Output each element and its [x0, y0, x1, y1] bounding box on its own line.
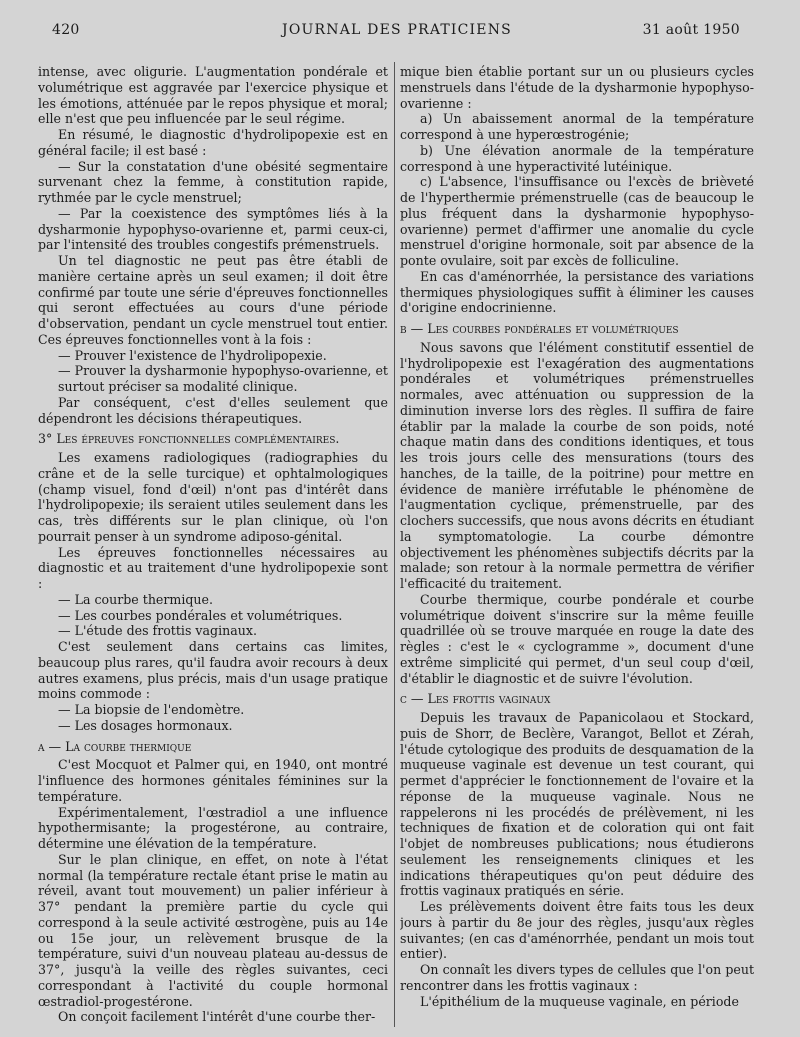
- paragraph: b) Une élévation anormale de la température correspond à une hyperactivité lutéinique.: [400, 142, 754, 174]
- paragraph: On connaît les divers types de cellules que l'on peut rencontrer dans les frottis vaginaux :: [400, 962, 754, 993]
- paragraph: — Par la coexistence des symptômes liés à la dysharmonie hypophyso-ovarienne et, parmi ceux-ci, par l'intensité des troubles congestifs prémenstruels.: [38, 205, 388, 253]
- left-column: [38, 64, 388, 1024]
- paragraph: — Sur la constatation d'une obésité segmentaire survenant chez la femme, à constitution rapide, rythmée par le cycle menstruel;: [38, 158, 388, 205]
- list-item: — La biopsie de l'endomètre.: [58, 702, 245, 717]
- list-item: — Prouver l'existence de l'hydrolipopexie.: [58, 347, 327, 363]
- journal-title: JOURNAL DES PRATICIENS: [282, 22, 512, 38]
- paragraph: Depuis les travaux de Papanicolaou et Stockard, puis de Shorr, de Beclère, Varangot, Bellot et Zérah, l'étude cytologique des produits de desquamation de la muqueuse vaginale est devenue un test courant, qui permet d'apprécier le fonctionnement de l'ovaire et la réponse de la muqueuse vaginale. Nous ne rappelerons ni les procédés de prélèvement, ni les techniques de fixation et de coloration qui ont fait l'objet de nombreuses publications; nous étudierons seulement les renseignements cliniques et les indications thérapeutiques qu'on peut déduire des frottis vaginaux pratiqués en série.: [400, 710, 754, 899]
- column-divider: [394, 62, 395, 1027]
- paragraph: Les épreuves fonctionnelles nécessaires au diagnostic et au traitement d'une hydrolipopexie sont :: [38, 544, 388, 591]
- paragraph: a) Un abaissement anormal de la température correspond à une hyperœstrogénie;: [400, 111, 754, 142]
- paragraph: Courbe thermique, courbe pondérale et courbe volumétrique doivent s'inscrire sur la même feuille quadrillée où se trouve marquée en rouge la date des règles : c'est le « cyclogramme », document d'une extrême simplicité qui permet, d'un seul coup d'œil, d'établir le diagnostic et de suivre l'évolution.: [400, 591, 754, 686]
- right-column: [400, 64, 754, 1024]
- paragraph: On conçoit facilement l'intérêt d'une courbe ther-: [58, 1009, 376, 1024]
- paragraph: Un tel diagnostic ne peut pas être établi de manière certaine après un seul examen; il doit être confirmé par toute une série d'épreuves fonctionnelles qui seront effectuées au cours d'une période d'observation, pendant un cycle menstruel tout entier. Ces épreuves fonctionnelles vont à la fois :: [38, 253, 388, 347]
- paragraph: Nous savons que l'élément constitutif essentiel de l'hydrolipopexie est l'exagération des augmentations pondérales et volumétriques prémenstruelles normales, avec atténuation ou suppression de la diminution inverse lors des règles. Il suffira de faire établir par la malade la courbe de son poids, noté chaque matin dans des conditions identiques, et tous les trois jours celle des mensurations (tours des hanches, de la taille, de la poitrine) pour mettre en évidence de manière irréfutable le phénomène de l'augmentation cyclique, prémenstruelle, par des clochers successifs, que nous avons décrits en étudiant la symptomatologie. La courbe démontre objectivement les phénomènes subjectifs décrits par la malade; son retour à la normale permettra de vérifier l'efficacité du traitement.: [400, 339, 754, 591]
- page-header: [38, 22, 756, 44]
- list-item: — Prouver la dysharmonie hypophyso-ovarienne, et surtout préciser sa modalité clinique.: [58, 363, 388, 394]
- issue-date: 31 août 1950: [642, 22, 740, 38]
- section-heading: c — Les frottis vaginaux: [400, 691, 551, 707]
- section-heading: b — Les courbes pondérales et volumétriques: [400, 321, 679, 336]
- paragraph: Par conséquent, c'est d'elles seulement que dépendront les décisions thérapeutiques.: [38, 394, 388, 426]
- paragraph-continuation: mique bien établie portant sur un ou plusieurs cycles menstruels dans l'étude de la dysharmonie hypophyso-ovarienne :: [400, 64, 754, 111]
- paragraph: Les prélèvements doivent être faits tous les deux jours à partir du 8e jour des règles, jusqu'aux règles suivantes; (en cas d'aménorrhée, pendant un mois tout entier).: [400, 899, 754, 962]
- paragraph: En cas d'aménorrhée, la persistance des variations thermiques physiologiques suffit à éliminer les causes d'origine endocrinienne.: [400, 268, 754, 316]
- paragraph: L'épithélium de la muqueuse vaginale, en période: [420, 993, 739, 1009]
- list-item: — La courbe thermique.: [58, 591, 213, 607]
- page-number: 420: [52, 22, 80, 38]
- list-item: — L'étude des frottis vaginaux.: [58, 623, 257, 639]
- paragraph-continuation: intense, avec oligurie. L'augmentation pondérale et volumétrique est aggravée par l'exercice physique et les émotions, atténuée par le repos physique et moral; elle n'est que peu influencée par le seul régime.: [38, 64, 388, 127]
- paragraph: C'est seulement dans certains cas limites, beaucoup plus rares, qu'il faudra avoir recours à deux autres examens, plus précis, mais d'un usage pratique moins commode :: [38, 639, 388, 702]
- paragraph: Sur le plan clinique, en effet, on note à l'état normal (la température rectale étant prise le matin au réveil, avant tout mouvement) un palier inférieur à 37° pendant la première partie du cycle qui correspond à la seule activité œstrogène, puis au 14e ou 15e jour, un relèvement brusque de la température, suivi d'un nouveau plateau au-dessus de 37°, jusqu'à la veille des règles suivantes, ceci correspondant à l'activité du couple hormonal œstradiol-progestérone.: [38, 851, 388, 1009]
- paragraph: C'est Mocquot et Palmer qui, en 1940, ont montré l'influence des hormones génitales féminines sur la température.: [38, 757, 388, 804]
- paragraph: Expérimentalement, l'œstradiol a une influence hypothermisante; la progestérone, au contraire, détermine une élévation de la température.: [38, 804, 388, 851]
- paragraph: En résumé, le diagnostic d'hydrolipopexie est en général facile; il est basé :: [38, 127, 388, 158]
- paragraph: Les examens radiologiques (radiographies du crâne et de la selle turcique) et ophtalmologiques (champ visuel, fond d'œil) n'ont pas d'intérêt dans l'hydrolipopexie; ils seraient utiles seulement dans les cas, très différents sur le plan clinique, où l'on pourrait penser à un syndrome adiposo-génital.: [38, 450, 388, 544]
- list-item: — Les dosages hormonaux.: [58, 717, 233, 733]
- paragraph: c) L'absence, l'insuffisance ou l'excès de brièveté de l'hyperthermie prémenstruelle (cas de beaucoup le plus fréquent dans la dysharmonie hypophyso-ovarienne) permet d'affirmer une anomalie du cycle menstruel d'origine hormonale, soit par absence de la ponte ovulaire, soit par excès de folliculine.: [400, 174, 754, 268]
- list-item: — Les courbes pondérales et volumétriques.: [58, 607, 343, 623]
- section-heading: a — La courbe thermique: [38, 738, 192, 754]
- section-heading: 3° Les épreuves fonctionnelles complémentaires.: [38, 431, 340, 447]
